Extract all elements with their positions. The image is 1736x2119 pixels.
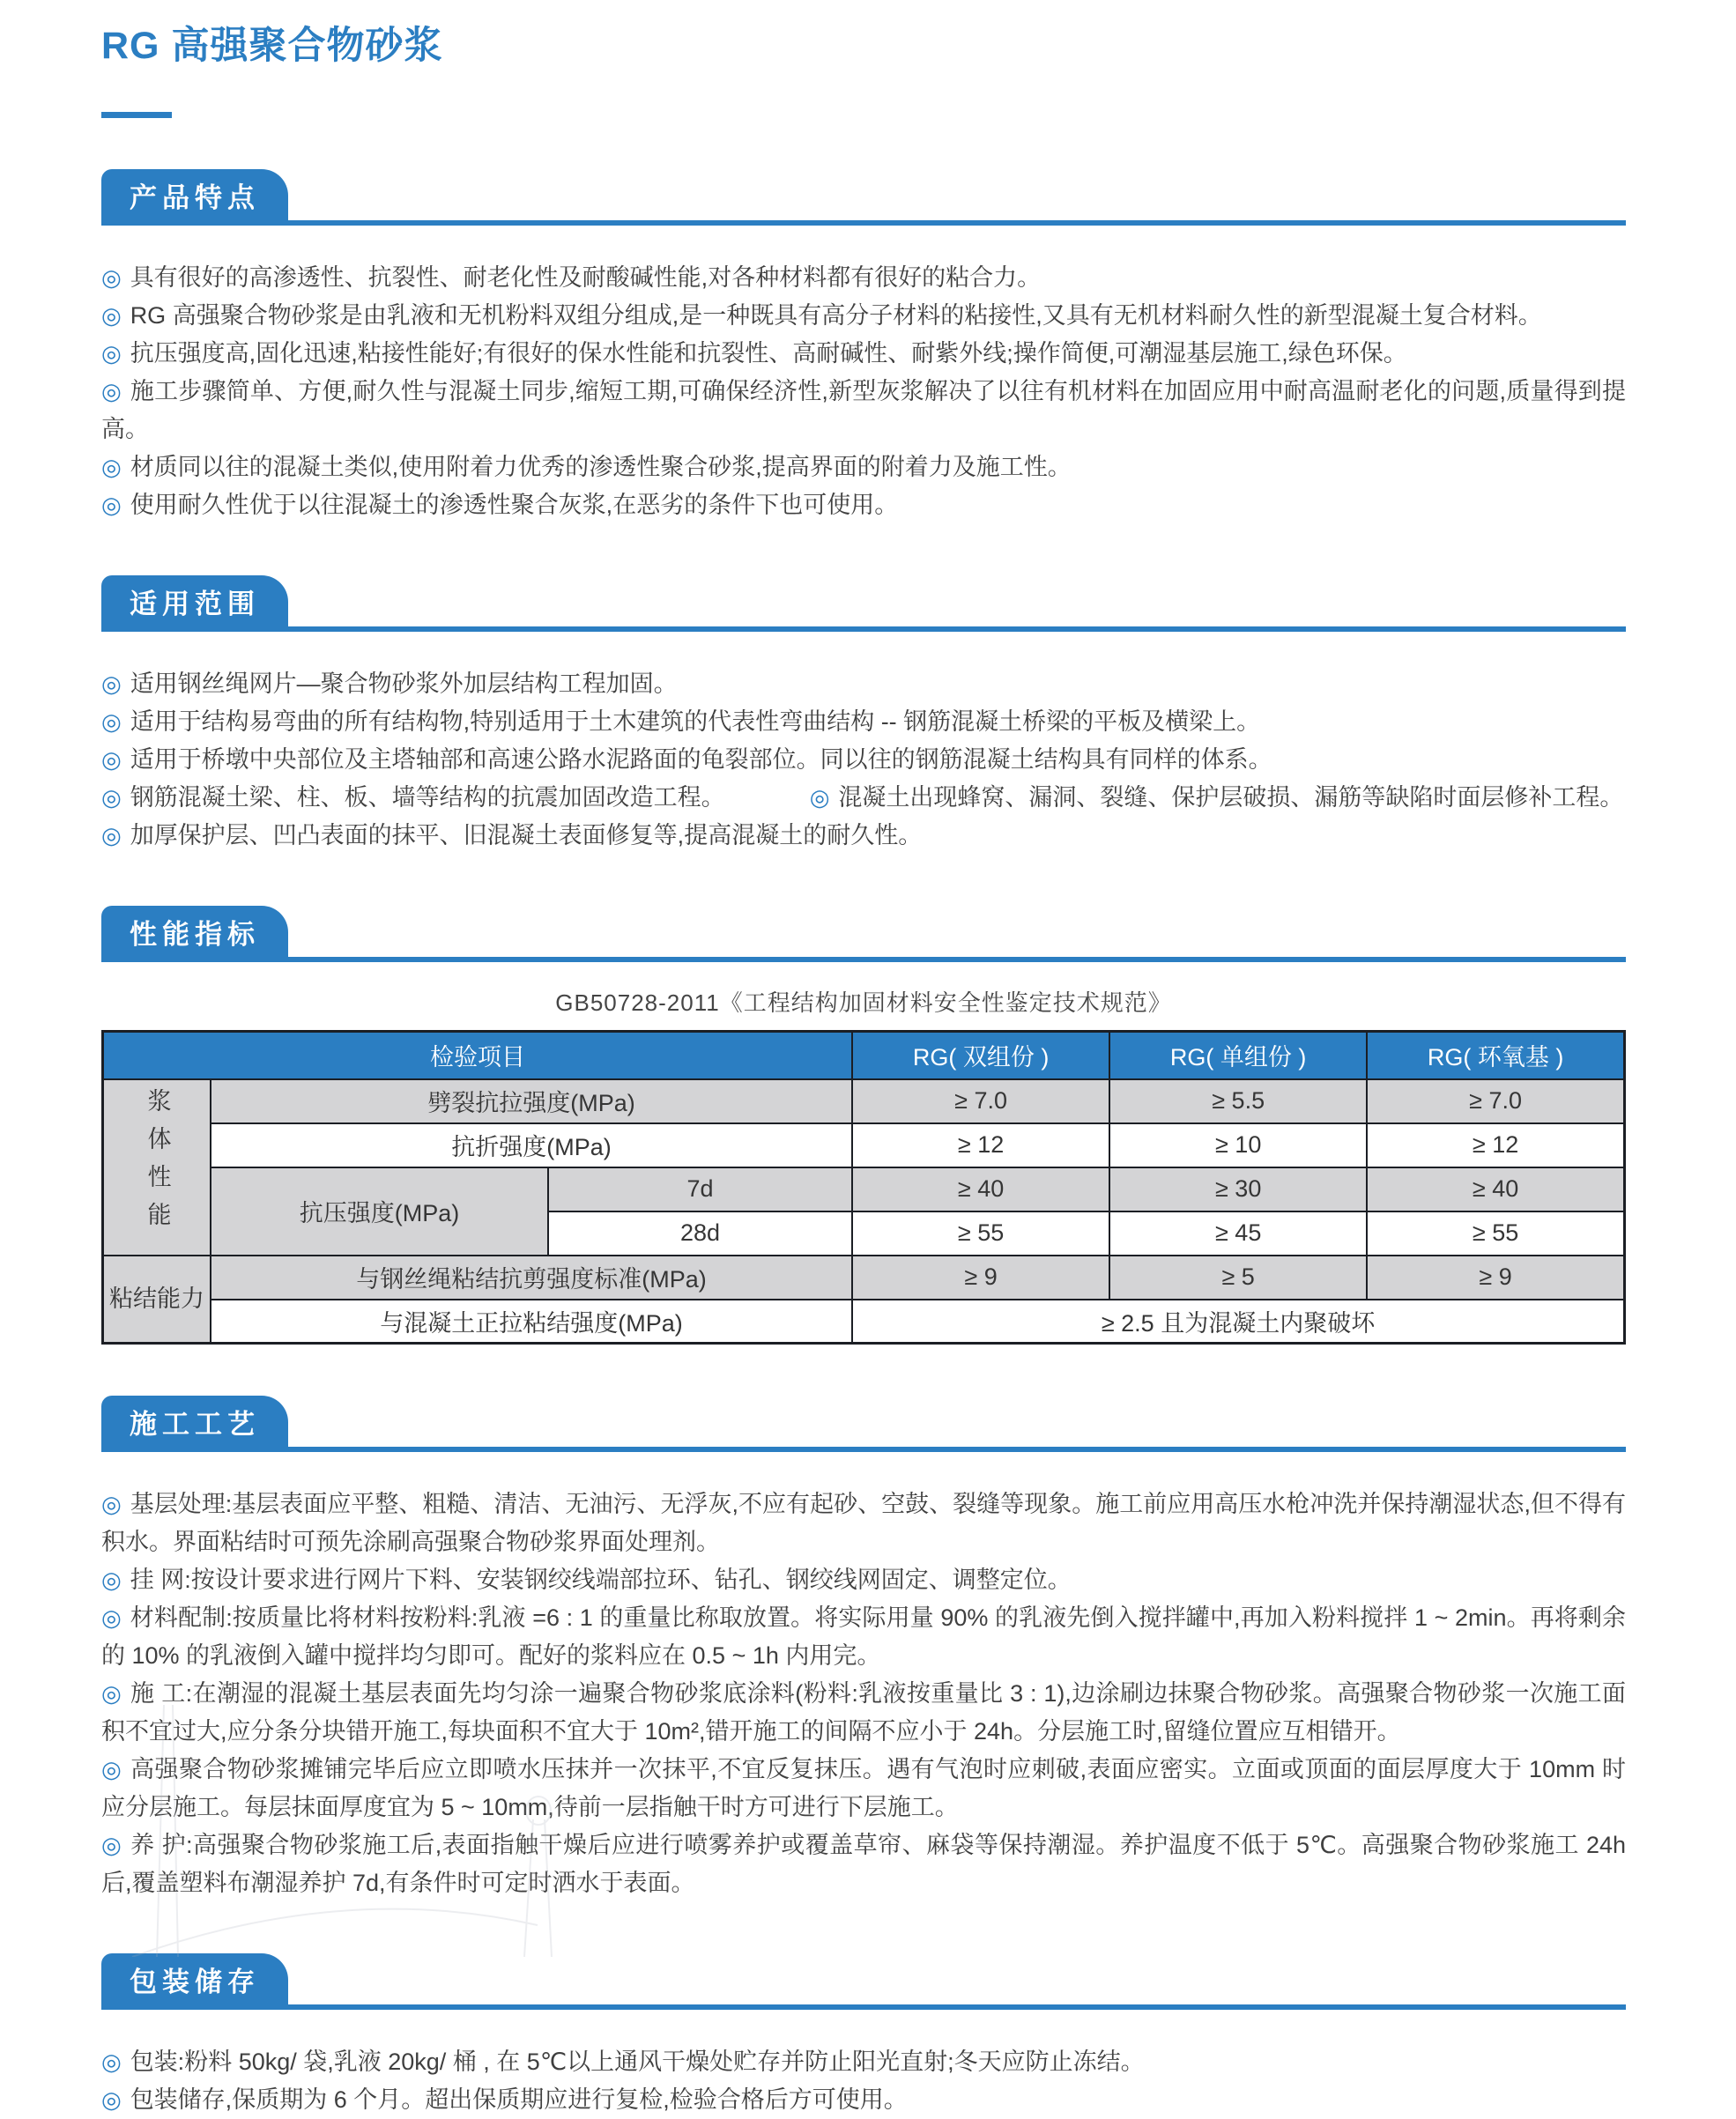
bullet-text: 使用耐久性优于以往混凝土的渗透性聚合灰浆,在恶劣的条件下也可使用。 (130, 492, 899, 518)
performance-table (101, 1030, 1626, 1345)
cell-value: ≥ 55 (852, 1211, 1109, 1256)
section-packaging (101, 1953, 1626, 2119)
cell-value: ≥ 7.0 (852, 1079, 1109, 1123)
bullet-item (101, 1486, 1626, 1561)
bullet-text: 适用于结构易弯曲的所有结构物,特别适用于土木建筑的代表性弯曲结构 -- 钢筋混凝土桥梁的平板及横梁上。 (130, 708, 1261, 735)
page-title: RG 高强聚合物砂浆 (101, 25, 443, 67)
title-underline (101, 112, 172, 118)
bullet-text: 适用于桥墩中央部位及主塔轴部和高速公路水泥路面的龟裂部位。同以往的钢筋混凝土结构具有同样的体系。 (130, 746, 1272, 773)
bullet-item (101, 703, 1626, 741)
table-row (103, 1256, 1625, 1300)
bullet-icon: ◎ (101, 2086, 122, 2113)
section-header-rule (101, 575, 1626, 632)
bullet-item (101, 448, 1626, 486)
scope-bullet-list (101, 665, 1626, 855)
table-row (103, 1123, 1625, 1167)
packaging-bullet-list (101, 2043, 1626, 2119)
bullet-icon: ◎ (101, 746, 122, 773)
cell-value: ≥ 40 (852, 1167, 1109, 1211)
section-performance (101, 906, 1626, 1345)
row-group-slurry (103, 1079, 211, 1256)
bullet-icon: ◎ (101, 671, 122, 697)
bullet-item (101, 297, 1626, 335)
bullet-text: 养 护:高强聚合物砂浆施工后,表面指触干燥后应进行喷雾养护或覆盖草帘、麻袋等保持潮湿。养护温度不低于 5℃。高强聚合物砂浆施工 24h 后,覆盖塑料布潮湿养护 7d,有条件时可定时洒水于表面。 (101, 1832, 1626, 1896)
cell-value: ≥ 5 (1109, 1256, 1367, 1300)
section-badge-features: 产品特点 (101, 169, 288, 220)
cell-value: ≥ 5.5 (1109, 1079, 1367, 1123)
cell-value: ≥ 40 (1367, 1167, 1624, 1211)
col-header-rg-single: RG( 单组份 ) (1109, 1032, 1367, 1079)
section-header-rule (101, 169, 1626, 226)
cell-value: ≥ 9 (852, 1256, 1109, 1300)
bullet-item (101, 1826, 1626, 1902)
cell-value: ≥ 7.0 (1367, 1079, 1624, 1123)
cell-value: ≥ 9 (1367, 1256, 1624, 1300)
section-scope (101, 575, 1626, 855)
bullet-text: 包装:粉料 50kg/ 袋,乳液 20kg/ 桶 , 在 5℃以上通风干燥处贮存并防止阳光直射;冬天应防止冻结。 (130, 2049, 1145, 2075)
row-label: 劈裂抗拉强度(MPa) (211, 1079, 852, 1123)
bullet-icon: ◎ (101, 1832, 122, 1858)
bullet-icon: ◎ (101, 822, 122, 848)
cell-value: ≥ 55 (1367, 1211, 1624, 1256)
col-header-rg-epoxy: RG( 环氧基 ) (1367, 1032, 1624, 1079)
cell-value: ≥ 10 (1109, 1123, 1367, 1167)
bullet-item (101, 259, 1626, 297)
cell-sub-age: 7d (548, 1167, 852, 1211)
bullet-item-double (101, 779, 1626, 817)
bullet-icon: ◎ (101, 2049, 122, 2075)
group-label: 浆体性能 (144, 1088, 171, 1240)
row-group-bond: 粘结能力 (103, 1256, 211, 1344)
bullet-icon: ◎ (809, 784, 830, 811)
section-header-rule (101, 906, 1626, 962)
bullet-icon: ◎ (101, 378, 122, 404)
cell-value: ≥ 30 (1109, 1167, 1367, 1211)
cell-value-span: ≥ 2.5 且为混凝土内聚破坏 (852, 1300, 1624, 1344)
section-badge-scope: 适用范围 (101, 575, 288, 626)
table-row (103, 1167, 1625, 1211)
col-header-rg-double: RG( 双组份 ) (852, 1032, 1109, 1079)
bullet-icon: ◎ (101, 1567, 122, 1593)
row-label: 与钢丝绳粘结抗剪强度标准(MPa) (211, 1256, 852, 1300)
cell-sub-age: 28d (548, 1211, 852, 1256)
bullet-text: 材料配制:按质量比将材料按粉料:乳液 =6 : 1 的重量比称取放置。将实际用量 90% 的乳液先倒入搅拌罐中,再加入粉料搅拌 1 ~ 2min。再将剩余的 10% 的乳液倒入罐中搅拌均匀即可。配好的浆料应在 0.5 ~ 1h 内用完。 (101, 1604, 1626, 1669)
section-header-rule (101, 1396, 1626, 1452)
bullet-text: 钢筋混凝土梁、柱、板、墙等结构的抗震加固改造工程。 (130, 784, 725, 811)
bullet-item (101, 2043, 1626, 2081)
bullet-item (101, 1599, 1626, 1675)
bullet-icon: ◎ (101, 1680, 122, 1707)
bullet-icon: ◎ (101, 340, 122, 367)
section-badge-construction: 施工工艺 (101, 1396, 288, 1447)
bullet-text: 施工步骤简单、方便,耐久性与混凝土同步,缩短工期,可确保经济性,新型灰浆解决了以往有机材料在加固应用中耐高温耐老化的问题,质量得到提高。 (101, 378, 1626, 442)
section-badge-packaging: 包装储存 (101, 1953, 288, 2004)
row-label-compressive: 抗压强度(MPa) (211, 1167, 548, 1256)
bullet-item (101, 486, 1626, 524)
bullet-icon: ◎ (101, 264, 122, 291)
section-badge-performance: 性能指标 (101, 906, 288, 957)
bullet-icon: ◎ (101, 492, 122, 518)
bullet-item (101, 1561, 1626, 1599)
bullet-text: 具有很好的高渗透性、抗裂性、耐老化性及耐酸碱性能,对各种材料都有很好的粘合力。 (130, 264, 1042, 291)
cell-value: ≥ 45 (1109, 1211, 1367, 1256)
bullet-item (101, 665, 1626, 703)
bullet-icon: ◎ (101, 1491, 122, 1517)
bullet-icon: ◎ (101, 302, 122, 329)
table-row (103, 1079, 1625, 1123)
bullet-item (101, 741, 1626, 779)
table-row (103, 1300, 1625, 1344)
col-header-item: 检验项目 (103, 1032, 853, 1079)
bullet-item (101, 335, 1626, 373)
bullet-text: 材质同以往的混凝土类似,使用附着力优秀的渗透性聚合砂浆,提高界面的附着力及施工性。 (130, 454, 1072, 480)
bullet-item (101, 817, 1626, 855)
bullet-icon: ◎ (101, 1756, 122, 1782)
bullet-item (101, 373, 1626, 448)
cell-value: ≥ 12 (852, 1123, 1109, 1167)
section-features (101, 169, 1626, 524)
bullet-text: 加厚保护层、凹凸表面的抹平、旧混凝土表面修复等,提高混凝土的耐久性。 (130, 822, 923, 848)
features-bullet-list (101, 259, 1626, 524)
table-header-row (103, 1032, 1625, 1079)
construction-bullet-list (101, 1486, 1626, 1902)
bullet-text: 抗压强度高,固化迅速,粘接性能好;有很好的保水性能和抗裂性、高耐碱性、耐紫外线;操作简便,可潮湿基层施工,绿色环保。 (130, 340, 1407, 367)
bullet-text: 高强聚合物砂浆摊铺完毕后应立即喷水压抹并一次抹平,不宜反复抹压。遇有气泡时应刺破,表面应密实。立面或顶面的面层厚度大于 10mm 时应分层施工。每层抹面厚度宜为 5 ~ 10mm,待前一层指触干时方可进行下层施工。 (101, 1756, 1627, 1820)
bullet-icon: ◎ (101, 454, 122, 480)
bullet-icon: ◎ (101, 784, 122, 811)
bullet-item (101, 1751, 1626, 1826)
bullet-text: 适用钢丝绳网片—聚合物砂浆外加层结构工程加固。 (130, 671, 678, 697)
bullet-item (101, 1675, 1626, 1751)
section-header-rule (101, 1953, 1626, 2010)
table-caption: GB50728-2011《工程结构加固材料安全性鉴定技术规范》 (555, 989, 1172, 1016)
bullet-item (101, 2081, 1626, 2119)
section-construction (101, 1396, 1626, 1902)
bullet-text: RG 高强聚合物砂浆是由乳液和无机粉料双组分组成,是一种既具有高分子材料的粘接性,又具有无机材料耐久性的新型混凝土复合材料。 (130, 302, 1542, 329)
bullet-text: 基层处理:基层表面应平整、粗糙、清洁、无油污、无浮灰,不应有起砂、空鼓、裂缝等现象。施工前应用高压水枪冲洗并保持潮湿状态,但不得有积水。界面粘结时可预先涂刷高强聚合物砂浆界面处理剂。 (101, 1491, 1626, 1555)
row-label: 与混凝土正拉粘结强度(MPa) (211, 1300, 852, 1344)
bullet-icon: ◎ (101, 1604, 122, 1631)
row-label: 抗折强度(MPa) (211, 1123, 852, 1167)
bullet-text: 施 工:在潮湿的混凝土基层表面先均匀涂一遍聚合物砂浆底涂料(粉料:乳液按重量比 3 : 1),边涂刷边抹聚合物砂浆。高强聚合物砂浆一次施工面积不宜过大,应分条分块错开施工,每块面积不宜大于 10m²,错开施工的间隔不应小于 24h。分层施工时,留缝位置应互相错开。 (101, 1680, 1626, 1745)
bullet-icon: ◎ (101, 708, 122, 735)
bullet-text: 混凝土出现蜂窝、漏洞、裂缝、保护层破损、漏筋等缺陷时面层修补工程。 (838, 784, 1624, 811)
bullet-text: 包装储存,保质期为 6 个月。超出保质期应进行复检,检验合格后方可使用。 (130, 2086, 908, 2113)
cell-value: ≥ 12 (1367, 1123, 1624, 1167)
bullet-text: 挂 网:按设计要求进行网片下料、安装钢绞线端部拉环、钻孔、钢绞线网固定、调整定位。 (130, 1567, 1072, 1593)
